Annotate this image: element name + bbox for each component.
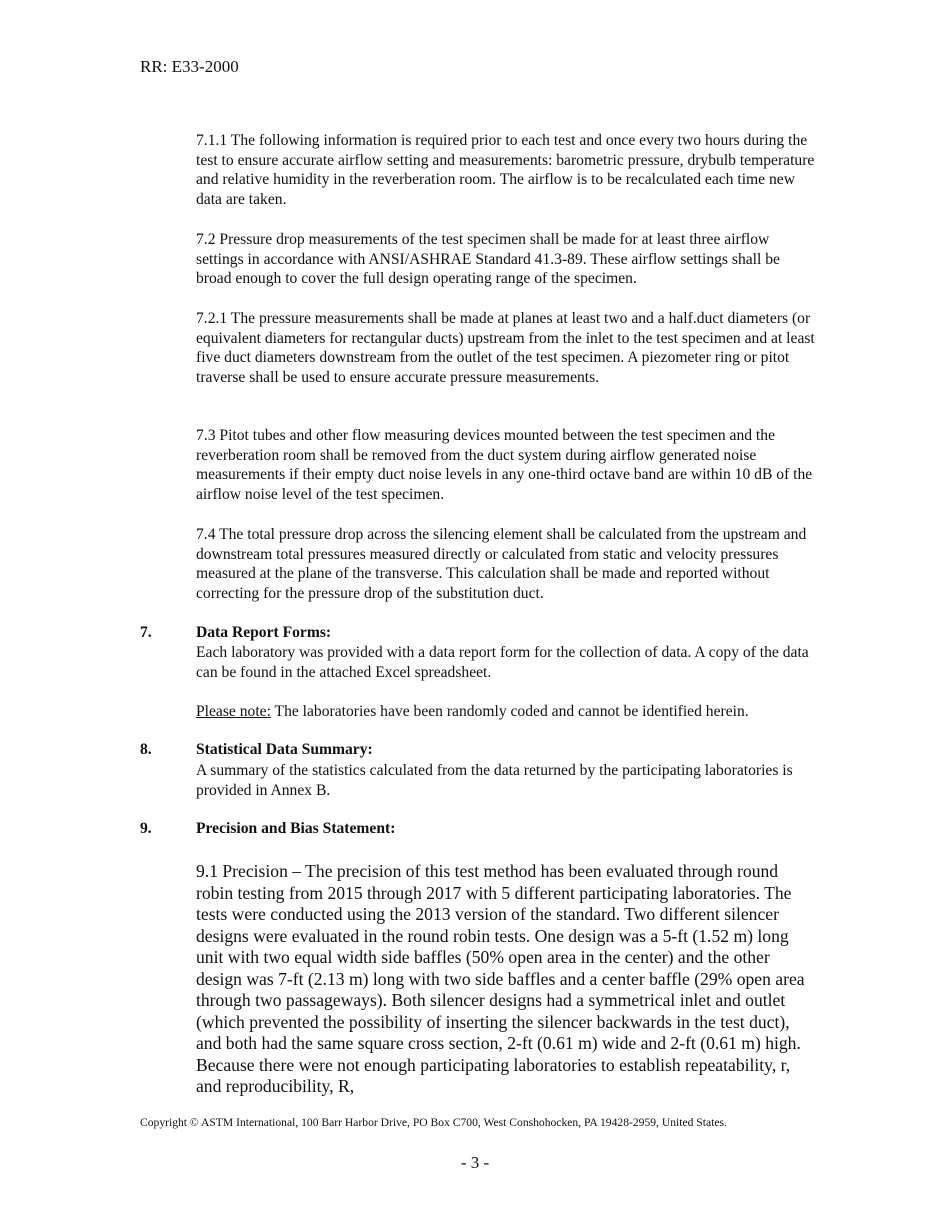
section-9-1-precision: 9.1 Precision – The precision of this test method has been evaluated through round robin testing from 2015 through 2017 with 5 different participating laboratories. The tests were conducted using the 2013 version of the standard. Two different silencer designs were evaluated in the round robin tests. One design was a 5-ft (1.52 m) long unit with two equal width side baffles (50% open area in the center) and the other design was 7-ft (2.13 m) long with two side baffles and a center baffle (29% open area through two passageways). Both silencer designs had a symmetrical inlet and outlet (which prevented the possibility of inserting the silencer backwards in the test duct), and both had the same square cross section, 2-ft (0.61 m) wide and 2-ft (0.61 m) high. Because there were not enough participating laboratories to establish repeatability, r, and reproducibility, R, [196,861,805,1096]
page-number: - 3 - [460,1153,490,1172]
paragraph-7-2: 7.2 Pressure drop measurements of the test specimen shall be made for at least three airflow settings in accordance with ANSI/ASHRAE Standard 41.3-89. These airflow settings shall be broad enough to cover the full design operating range of the specimen. [196,231,780,288]
section-7-number: 7. [140,624,152,641]
paragraph-7-3: 7.3 Pitot tubes and other flow measuring devices mounted between the test specimen and the reverberation room shall be removed from the duct system during airflow generated noise measurements if their empty duct noise levels in any one-third octave band are within 10 dB of the airflow noise level of the test specimen. [196,427,813,503]
section-7-note [196,702,816,722]
section-9-number: 9. [140,820,152,837]
section-8-title: Statistical Data Summary: [196,741,373,758]
section-7-body: Each laboratory was provided with a data report form for the collection of data. A copy of the data can be found in the attached Excel spreadsheet. [196,644,809,681]
note-text: The laboratories have been randomly coded and cannot be identified herein. [270,703,749,720]
paragraph-7-2-1: 7.2.1 The pressure measurements shall be made at planes at least two and a half.duct diameters (or equivalent diameters for rectangular ducts) upstream from the inlet to the test specimen and at least five duct diameters downstream from the outlet of the test specimen. A piezometer ring or pitot traverse shall be used to ensure accurate pressure measurements. [196,310,815,386]
section-9-title: Precision and Bias Statement: [196,820,396,837]
paragraph-7-4: 7.4 The total pressure drop across the silencing element shall be calculated from the upstream and downstream total pressures measured directly or calculated from static and velocity pressures measured at the plane of the transverse. This calculation shall be made and reported without correcting for the pressure drop of the substitution duct. [196,526,807,602]
note-label: Please note: [196,703,271,720]
section-7-title: Data Report Forms: [196,624,332,641]
paragraph-7-1-1: 7.1.1 The following information is required prior to each test and once every two hours during the test to ensure accurate airflow setting and measurements: barometric pressure, drybulb temperature and relative humidity in the reverberation room. The airflow is to be recalculated each time new data are taken. [196,132,815,208]
section-8-body: A summary of the statistics calculated from the data returned by the participating laboratories is provided in Annex B. [196,762,793,799]
document-id-header: RR: E33-2000 [140,57,239,76]
copyright-footer: Copyright © ASTM International, 100 Barr Harbor Drive, PO Box C700, West Conshohocken, PA 19428-2959, United States. [140,1116,727,1129]
section-8-number: 8. [140,741,152,758]
